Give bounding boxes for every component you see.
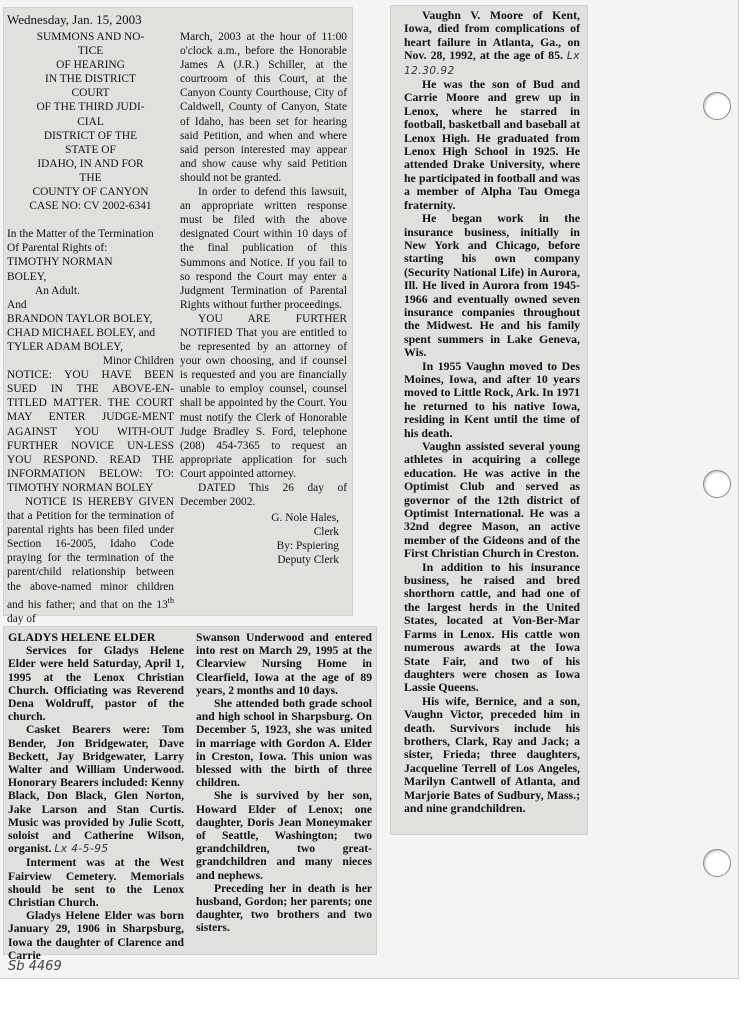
heading-line: CASE NO: CV 2002-6341 [29,200,152,213]
elder-column-2 [196,631,372,962]
notice-given-paragraph: NOTICE IS HEREBY GIVEN that a Petition for the termination of parental rights has been filed under Section 16-2005, Idaho Code praying for the termination of the parent/child relationship between the above-named minor children and his father; and that on the 13th day of [7,496,174,625]
birth-paragraph: Gladys Helene Elder was born January 29, 1906 in Sharpsburg, Iowa the daughter of Clarence and Carrie [8,909,184,962]
matter-line: Of Parental Rights of: [7,242,108,255]
bearers-paragraph: Casket Bearers were: Tom Bender, Jon Bridgewater, Dave Beckett, Jay Bridgewater, Larry Walter and William Underwood. Honorary Bearers included: Kenny Black, Don Black, Glen Norton, Jake Larson and Stan Curtis. Music was provided by Julie Scott, soloist and Catherine Wilson, organist. Lx 4-5-95 [8,723,184,856]
child-name: BRANDON TAYLOR BOLEY, [7,312,153,325]
matter-line: In the Matter of the Termination [7,228,154,241]
heading-line: COUNTY OF CANYON [32,186,149,199]
moore-cattle: In addition to his insurance business, he raised and bred shorthorn cattle, and had one of the largest herds in the United States, located at Von-Ber-Mar Farms in Lenox. His cattle won numerous awards at the Iowa State Fair, and two of his daughters were chosen as Iowa Lassie Queens. [404,559,580,695]
interment-paragraph: Interment was at the West Fairview Cemetery. Memorials should be sent to the Lenox Christian Church. [8,856,184,910]
moore-survivors: His wife, Bernice, and a son, Vaughn Victor, preceded him in death. Survivors include his brothers, Clark, Ray and Jack; a sister, Frieda; three daughters, Jacqueline Terrell of Los Angeles, Marilyn Cantwell of Atlanta, and Marjorie Bates of Sudbury, Mass.; and nine grandchildren. [404,693,580,815]
obituary-title: GLADYS HELENE ELDER [8,630,156,644]
preceded-paragraph: Preceding her in death is her husband, Gordon; her parents; one daughter, two brothers and two sisters. [196,881,372,935]
notice-column-2 [180,30,347,626]
elder-column-1 [8,631,184,962]
heading-line: OF THE THIRD JUDI- [36,101,145,114]
heading-line: STATE OF [65,143,116,156]
dated-line: DATED This 26 day of December 2002. [180,482,347,509]
moore-obituary-clipping [391,6,587,834]
moore-intro-paragraph: Vaughn V. Moore of Kent, Iowa, died from complications of heart failure in Atlanta, Ga., on Nov. 28, 1992, at the age of 85. Lx 12.30.92 [404,8,580,77]
and-label: And [7,298,27,311]
legal-notice-clipping [4,8,352,625]
scrapbook-page-number: Sb 4469 [8,959,62,974]
further-notified-paragraph: YOU ARE FURTHER NOTIFIED That you are entitled to be represented by an attorney of your own choosing, and if counsel is requested and you are financially unable to employ counsel, counsel shall be appointed by the Court. You must notify the Clerk of Honorable Judge Bradley S. Ford, telephone (208) 454-7365 to request an appropriate application for such Court appointed attorney. [180,312,347,480]
moore-moves: In 1955 Vaughn moved to Des Moines, Iowa, and after 10 years moved to Little Rock, Ark. In 1971 he returned to his native Iowa, residing in Kent until the time of his death. [404,358,580,440]
handwritten-date: Lx 4-5-95 [54,843,109,856]
an-adult-label: An Adult. [35,284,80,297]
notice-heading [7,30,174,213]
survivors-paragraph: She is survived by her son, Howard Elder of Lenox; one daughter, Doris Jean Moneymaker of Seattle, Washington; two grandchildren, two great-grandchildren and many nieces and nephews. [196,789,372,882]
heading-line: DISTRICT OF THE [43,129,138,142]
moore-community: Vaughn assisted several young athletes in acquiring a college education. He was active in the Optimist Club and served as governor of the 12th district of Optimist International. He was a 32nd degree Mason, an active member of the Gideons and of the First Christian Church in Creston. [404,439,580,561]
deputy-title: Deputy Clerk [277,554,339,567]
moore-career: He began work in the insurance business, initially in New York and Chicago, before starting his own company (Security National Life) in Aurora, Ill. He lived in Aurora from 1945-1966 and eventually owned seven insurance companies throughout the Midwest. He and his family spent summers in Lake Geneva, Wis. [404,211,580,360]
matter-line: TIMOTHY NORMAN [7,256,113,269]
elder-obituary-clipping [4,627,376,962]
heading-line: CIAL [77,115,104,128]
handwritten-date: Lx 12.30.92 [404,50,580,77]
minor-children-label: Minor Children [102,355,174,368]
heading-line: IDAHO, IN AND FOR [37,157,144,170]
notice-column-1 [7,30,174,626]
education-paragraph: She attended both grade school and high school in Sharpsburg. On December 5, 1923, she was united in marriage with Gordon A. Elder in Creston, Iowa. This union was blessed with the birth of three children. [196,697,372,790]
heading-line: SUMMONS AND NO- [36,31,145,43]
clerk-name: G. Nole Hales, [271,512,339,525]
punch-hole [703,470,731,498]
heading-line: TICE [77,45,104,58]
punch-hole [703,92,731,120]
defend-paragraph: In order to defend this lawsuit, an appropriate written response must be filed with the above designated Court within 10 days of the final publication of this Summons and Notice. If you fail to so respond the Court may enter a Judgment Termination of Parental Rights without further proceedings. [180,186,347,311]
notice-warning: NOTICE: YOU HAVE BEEN SUED IN THE ABOVE-EN-TITLED MATTER. THE COURT MAY ENTER JUDGE-MENT AGAINST YOU WITH-OUT FURTHER NOVICE UN-LESS YOU RESPOND. READ THE INFORMATION BELOW: TO: TIMOTHY NORMAN BOLEY [7,369,174,494]
moore-early-life: He was the son of Bud and Carrie Moore and grew up in Lenox, where he starred in football, basketball and baseball at Lenox High. He graduated from Lenox High School in 1925. He attended Drake University, where he participated in football and was a member of Alpha Tau Omega fraternity. [404,77,580,212]
child-name: CHAD MICHAEL BOLEY, and [7,326,156,339]
matter-line: BOLEY, [7,270,47,283]
deputy-name: By: Pspiering [276,540,339,553]
heading-line: IN THE DISTRICT [45,73,136,86]
death-paragraph: Swanson Underwood and entered into rest on March 29, 1995 at the Clearview Nursing Home in Clearfield, Iowa at the age of 89 years, 2 months and 10 days. [196,631,372,697]
services-paragraph: Services for Gladys Helene Elder were held Saturday, April 1, 1995 at the Lenox Christian Church. Officiating was Reverend Dena Woldruff, pastor of the church. [8,644,184,724]
child-name: TYLER ADAM BOLEY, [7,340,123,353]
heading-line: THE [79,171,102,184]
heading-line: OF HEARING [56,59,125,72]
hearing-paragraph: March, 2003 at the hour of 11:00 o'clock a.m., before the Honorable James A (J.R.) Schiller, at the courtroom of this Court, at the Canyon County Courthouse, City of Caldwell, County of Canyon, State of Idaho, has been set for hearing said Petition, and when and where said person interested may appear and show cause why said Petition should not be granted. [180,31,347,184]
clerk-title: Clerk [313,526,339,539]
punch-hole [703,849,731,877]
heading-line: COURT [71,87,110,100]
newspaper-date: Wednesday, Jan. 15, 2003 [7,12,142,27]
